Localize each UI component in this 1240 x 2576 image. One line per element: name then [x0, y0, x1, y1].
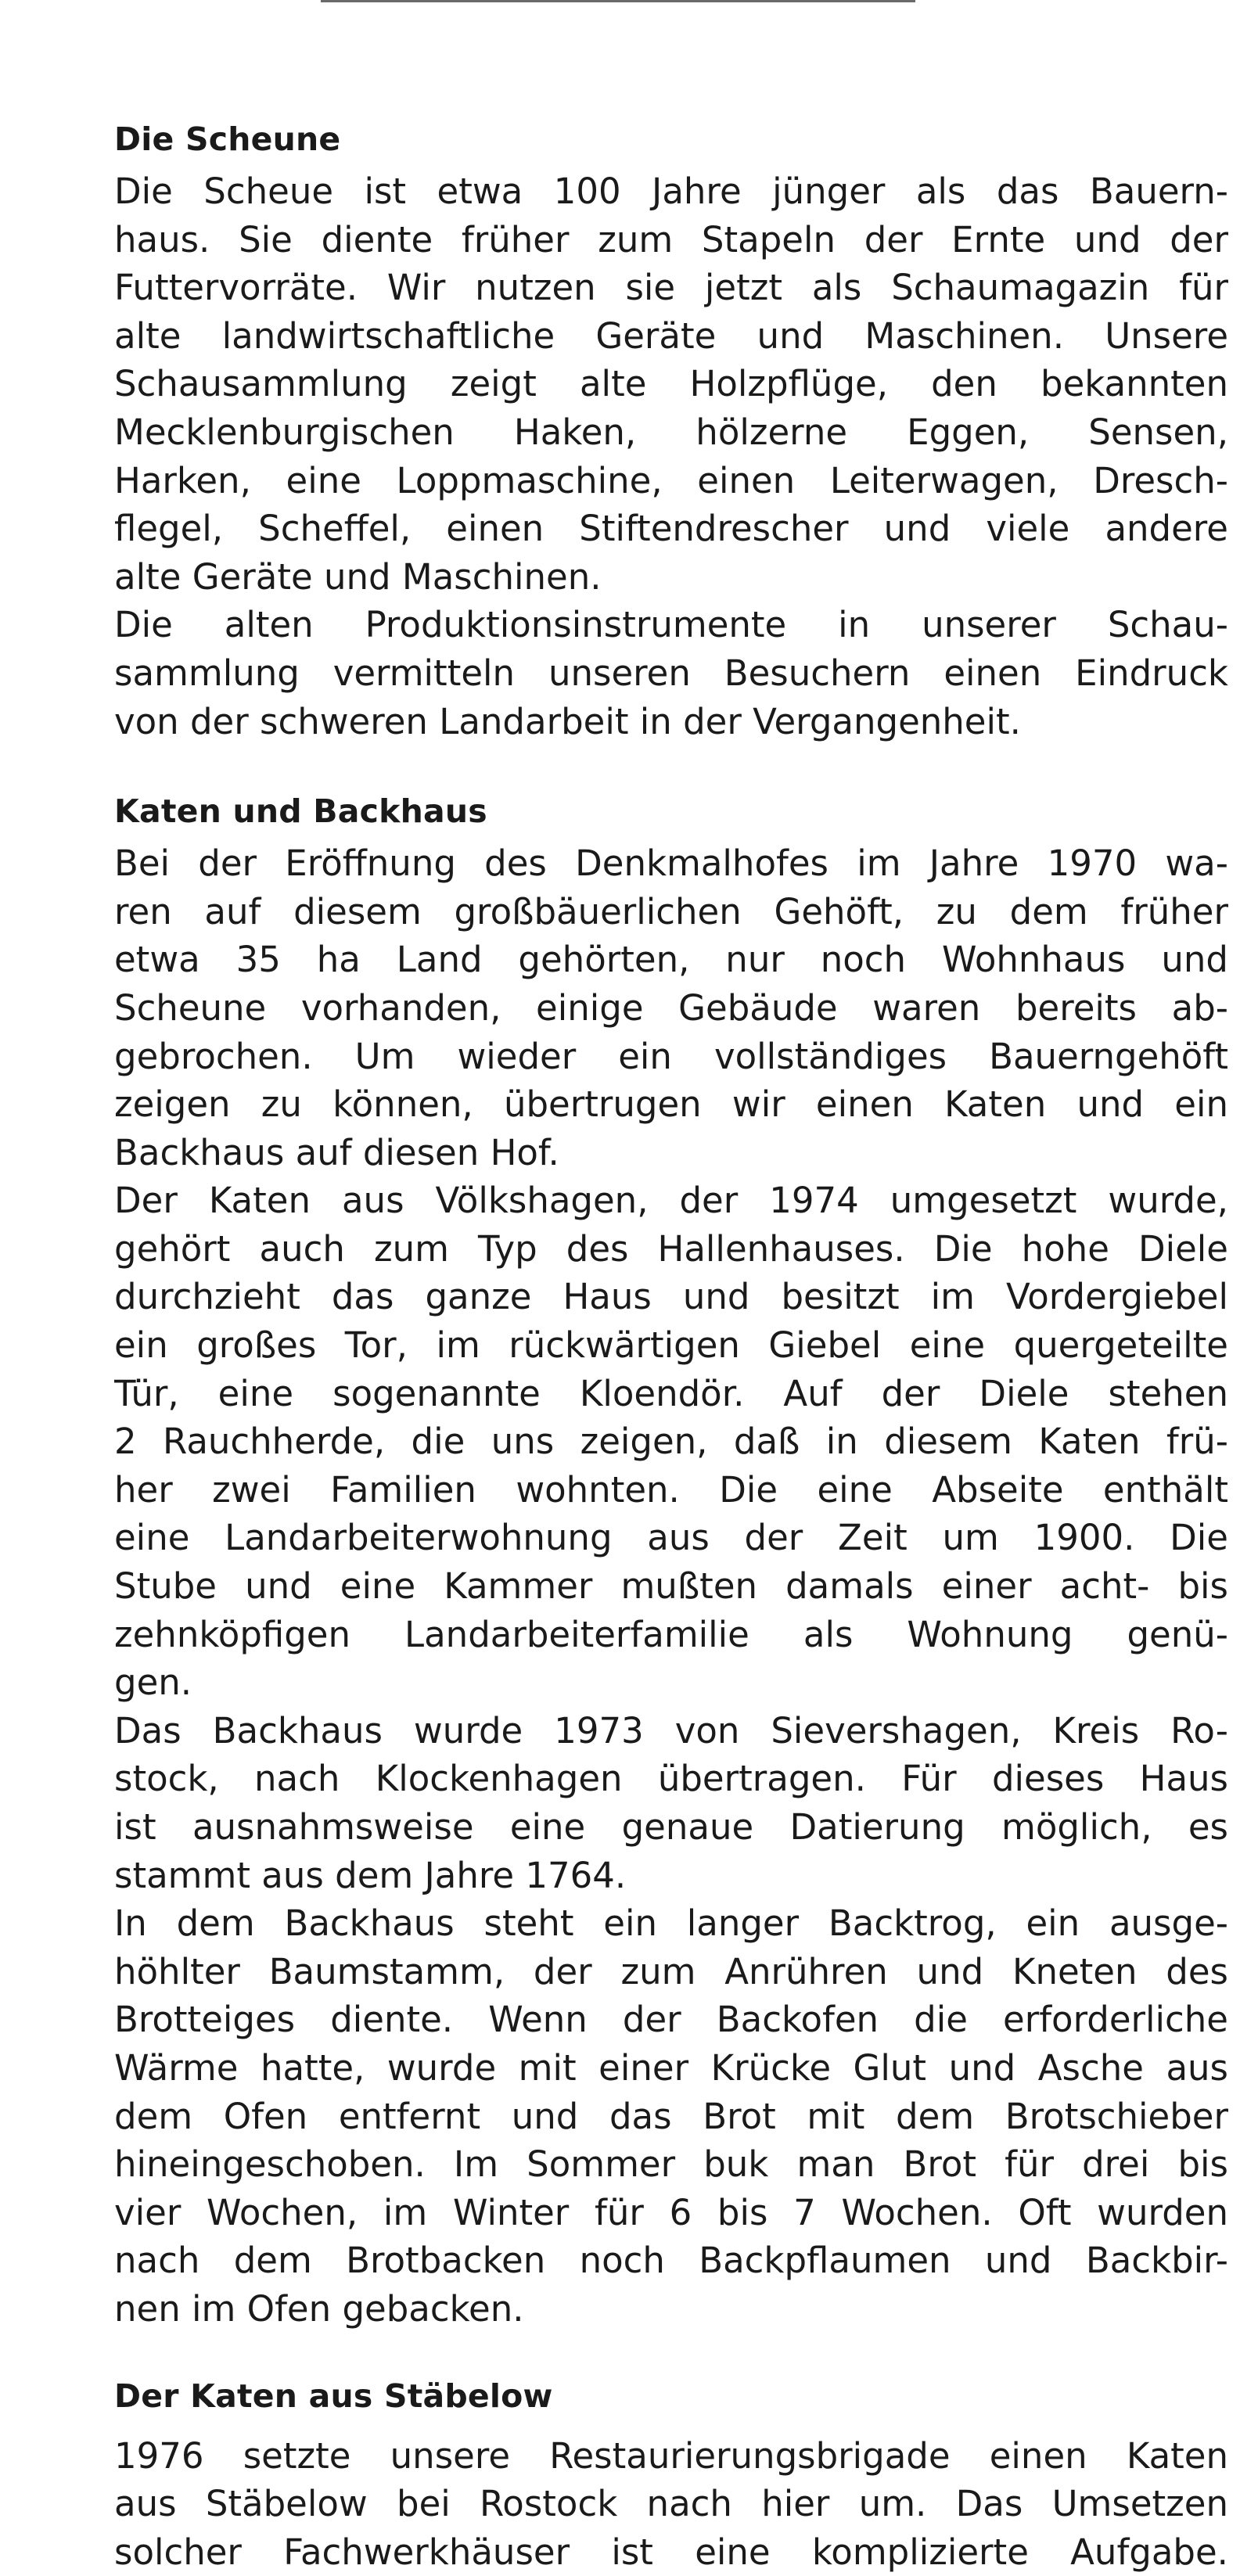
text-line: 1976 setzte unsere Restaurierungsbrigade einen Katen — [114, 2434, 1228, 2477]
text-line: stammt aus dem Jahre 1764. — [114, 1854, 627, 1896]
text-line: Die Scheue ist etwa 100 Jahre jünger als das Bauern- — [114, 171, 1228, 212]
text-line: her zwei Familien wohnten. Die eine Abseite enthält — [114, 1468, 1228, 1511]
text-line: Tür, eine sogenannte Kloendör. Auf der Diele stehen — [114, 1372, 1228, 1414]
text-line: nach dem Brotbacken noch Backpflaumen und Backbir- — [114, 2240, 1228, 2282]
text-line: vier Wochen, im Winter für 6 bis 7 Wochen. Oft wurden — [114, 2191, 1228, 2233]
text-line: aus Stäbelow bei Rostock nach hier um. Das Umsetzen — [114, 2483, 1228, 2525]
paragraph — [114, 601, 1228, 745]
text-line: Bei der Eröffnung des Denkmalhofes im Jahre 1970 wa- — [114, 842, 1228, 885]
text-line: alte landwirtschaftliche Geräte und Maschinen. Unsere — [114, 314, 1228, 357]
text-line: ren auf diesem großbäuerlichen Gehöft, zu dem früher — [114, 890, 1228, 932]
top-edge-rule — [321, 0, 915, 2]
text-line: Brotteiges diente. Wenn der Backofen die erforderliche — [114, 1999, 1228, 2041]
section-katen-und-backhaus — [114, 788, 1228, 2333]
text-line: Der Katen aus Völkshagen, der 1974 umgesetzt wurde, — [114, 1180, 1228, 1222]
text-line: von der schweren Landarbeit in der Vergangenheit. — [114, 700, 1021, 742]
paragraph — [114, 839, 1228, 1177]
text-line: nen im Ofen gebacken. — [114, 2287, 524, 2330]
section-heading: Katen und Backhaus — [114, 792, 487, 831]
section-der-katen-aus-staebelow — [114, 2373, 1228, 2576]
text-line: höhlter Baumstamm, der zum Anrühren und Kneten des — [114, 1950, 1228, 1992]
document-page — [114, 116, 1228, 2576]
paragraph — [114, 2432, 1228, 2576]
text-line: zeigen zu können, übertrugen wir einen Katen und ein — [114, 1083, 1228, 1126]
text-line: Die alten Produktionsinstrumente in unserer Schau- — [114, 604, 1228, 646]
text-line: zehnköpfigen Landarbeiterfamilie als Wohnung genü- — [114, 1613, 1228, 1655]
text-line: Mecklenburgischen Haken, hölzerne Eggen, Sensen, — [114, 411, 1228, 453]
section-heading: Die Scheune — [114, 120, 341, 158]
paragraph — [114, 1899, 1228, 2333]
text-line: Wärme hatte, wurde mit einer Krücke Glut und Asche aus — [114, 2046, 1228, 2089]
paragraph — [114, 1707, 1228, 1899]
text-line: flegel, Scheffel, einen Stiftendrescher und viele andere — [114, 508, 1228, 550]
text-line: haus. Sie diente früher zum Stapeln der Ernte und der — [114, 218, 1228, 260]
text-line: eine Landarbeiterwohnung aus der Zeit um 1900. Die — [114, 1517, 1228, 1559]
text-line: Harken, eine Loppmaschine, einen Leiterwagen, Dresch- — [114, 459, 1228, 501]
text-line: gebrochen. Um wieder ein vollständiges Bauerngehöft — [114, 1035, 1228, 1077]
text-line: Scheune vorhanden, einige Gebäude waren bereits ab- — [114, 986, 1228, 1029]
text-line: gehört auch zum Typ des Hallenhauses. Die hohe Diele — [114, 1227, 1228, 1270]
text-line: Stube und eine Kammer mußten damals einer acht- bis — [114, 1565, 1228, 1608]
text-line: ist ausnahmsweise eine genaue Datierung möglich, es — [114, 1806, 1228, 1848]
paragraph — [114, 1177, 1228, 1707]
text-line: dem Ofen entfernt und das Brot mit dem Brotschieber — [114, 2095, 1228, 2137]
text-line: ein großes Tor, im rückwärtigen Giebel eine quergeteilte — [114, 1324, 1228, 1367]
text-line: Schausammlung zeigt alte Holzpflüge, den bekannten — [114, 363, 1228, 405]
text-line: In dem Backhaus steht ein langer Backtrog, ein ausge- — [114, 1902, 1228, 1945]
text-line: alte Geräte und Maschinen. — [114, 555, 602, 598]
text-line: stock, nach Klockenhagen übertragen. Für dieses Haus — [114, 1758, 1228, 1800]
text-line: Futtervorräte. Wir nutzen sie jetzt als Schaumagazin für — [114, 267, 1228, 309]
text-line: sammlung vermitteln unseren Besuchern einen Eindruck — [114, 652, 1228, 694]
paragraph — [114, 167, 1228, 601]
section-die-scheune — [114, 116, 1228, 745]
text-line: 2 Rauchherde, die uns zeigen, daß in diesem Katen frü- — [114, 1421, 1228, 1463]
text-line: etwa 35 ha Land gehörten, nur noch Wohnhaus und — [114, 939, 1228, 981]
text-line: solcher Fachwerkhäuser ist eine komplizierte Aufgabe. — [114, 2531, 1228, 2573]
text-line: Backhaus auf diesen Hof. — [114, 1131, 559, 1173]
section-heading: Der Katen aus Stäbelow — [114, 2377, 553, 2415]
text-line: durchzieht das ganze Haus und besitzt im Vordergiebel — [114, 1276, 1228, 1318]
text-line: Das Backhaus wurde 1973 von Sievershagen, Kreis Ro- — [114, 1709, 1228, 1751]
text-line: gen. — [114, 1662, 192, 1704]
text-line: hineingeschoben. Im Sommer buk man Brot für drei bis — [114, 2143, 1228, 2186]
